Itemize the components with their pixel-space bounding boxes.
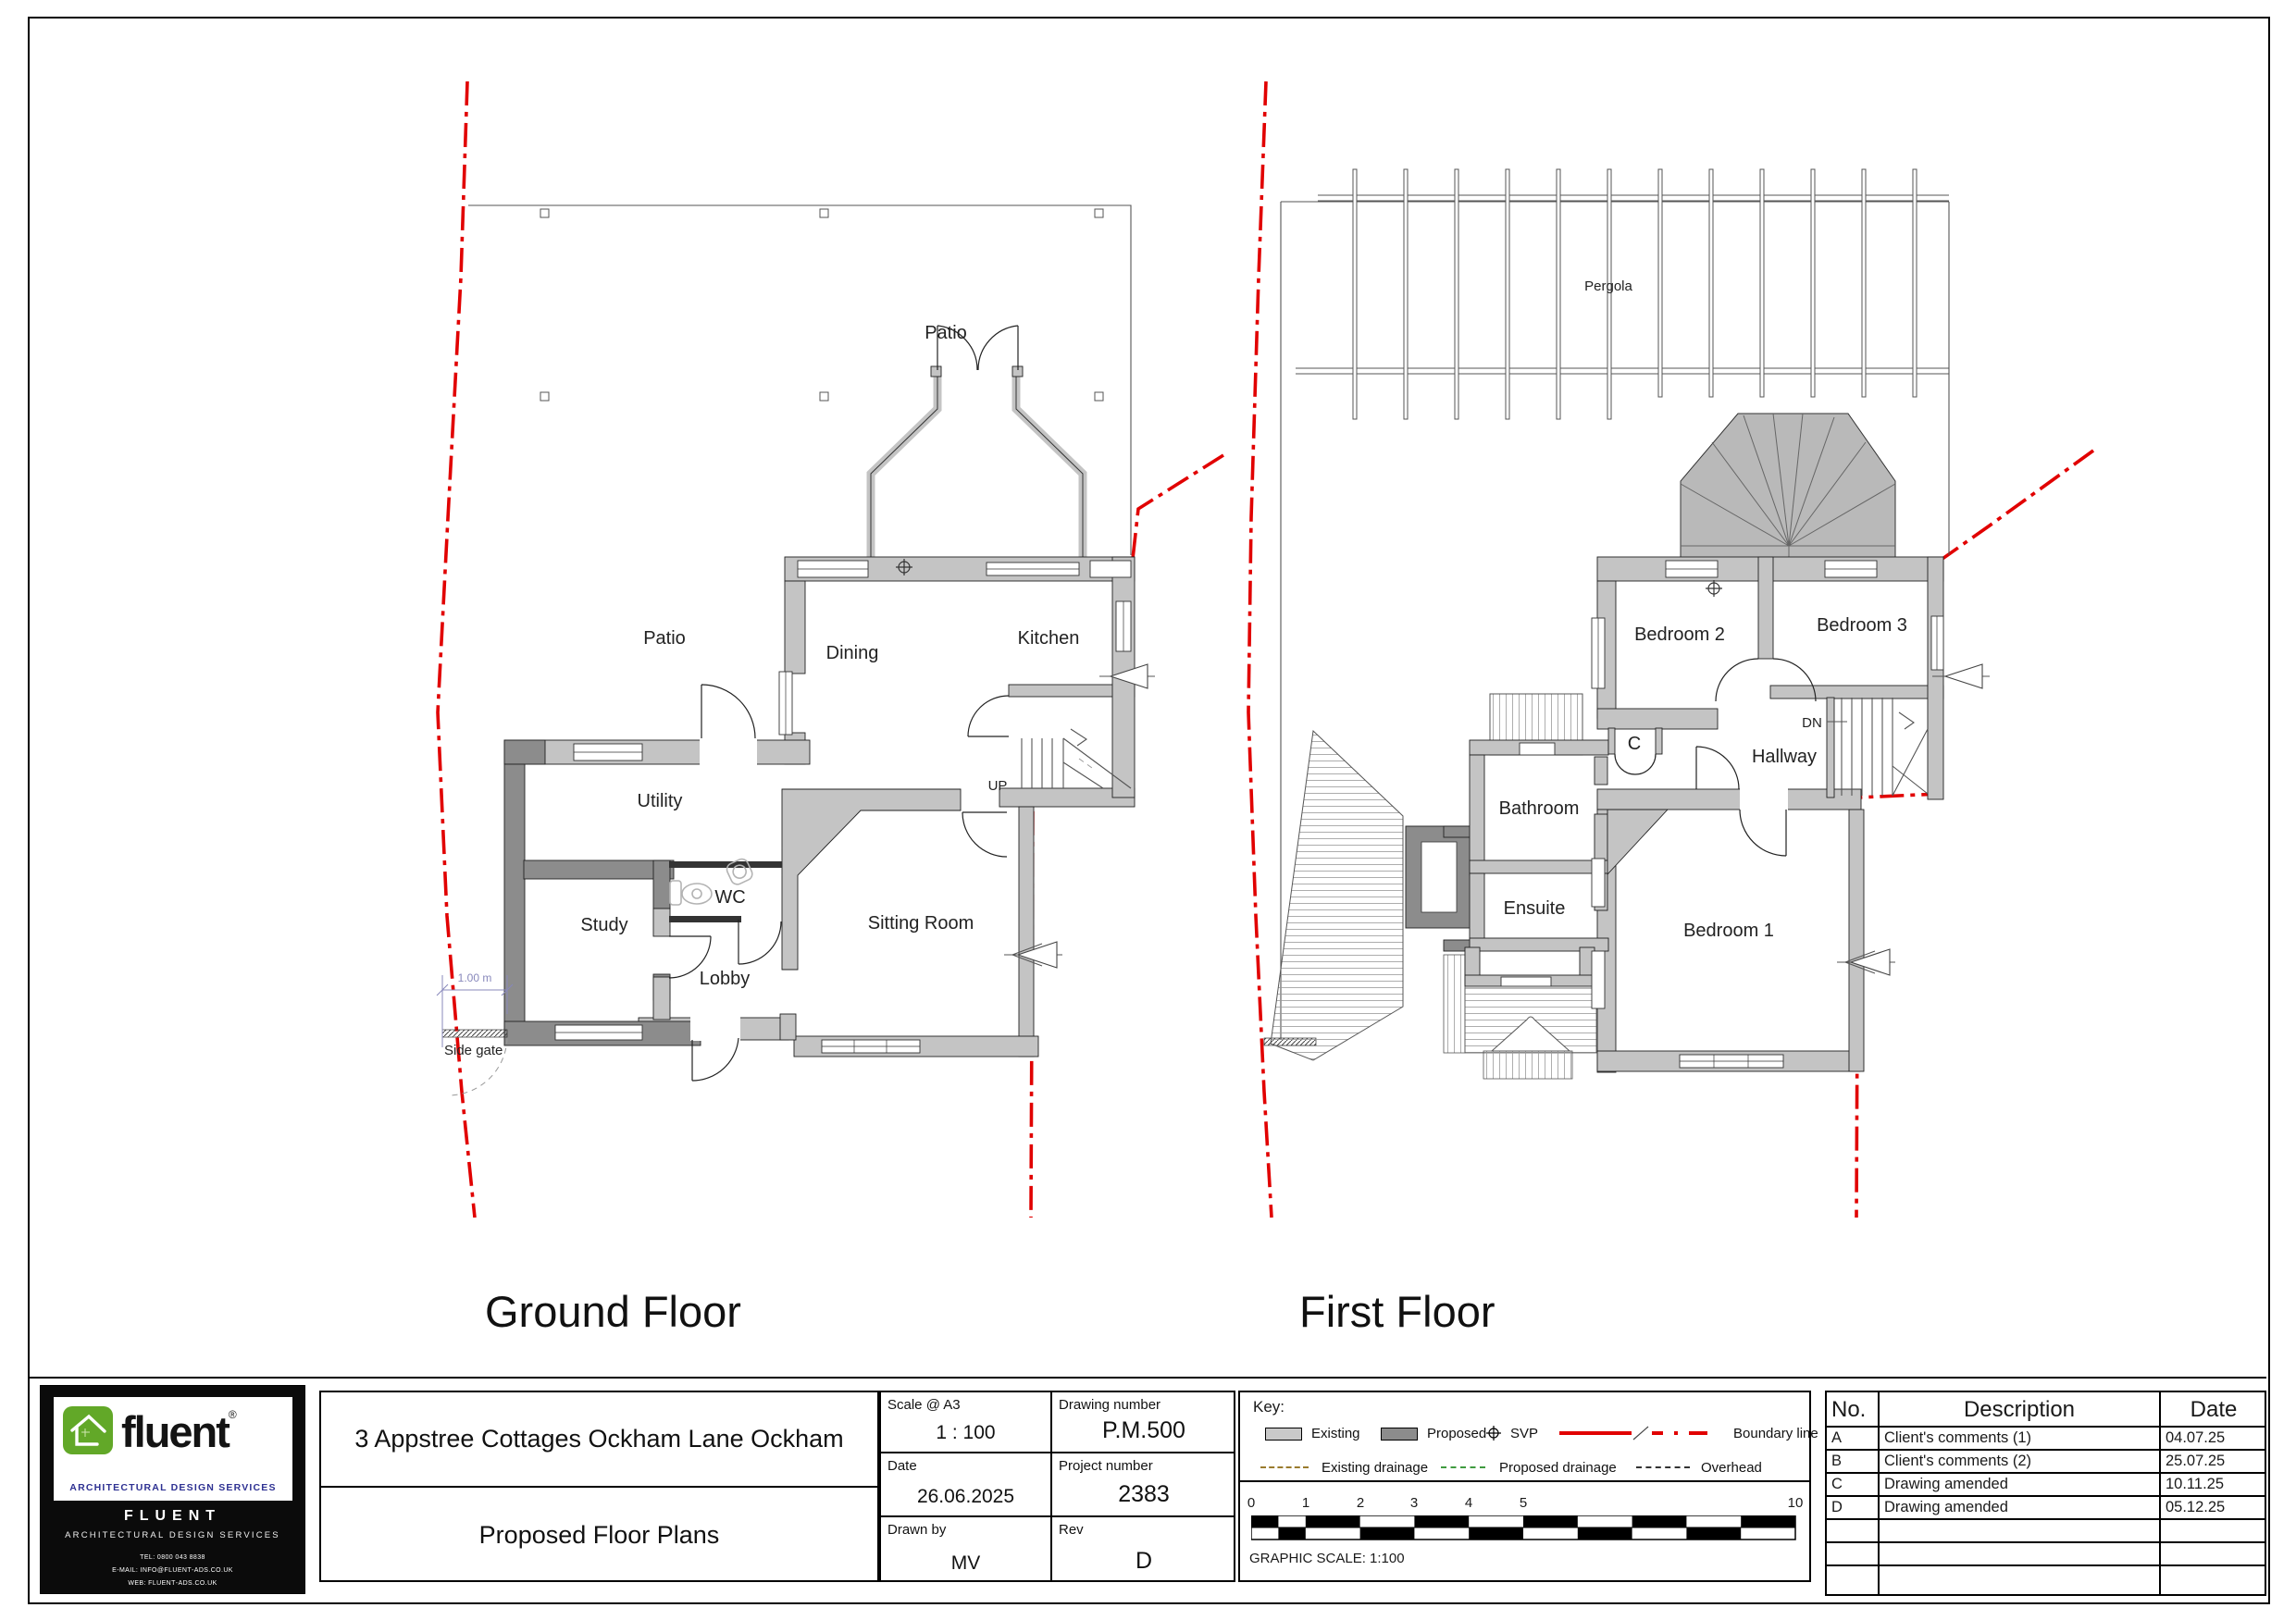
scale-cell [881,1392,1050,1453]
title-block-divider [28,1377,2266,1379]
boundary-line-left-ff [1248,81,1272,1218]
pergola [1296,169,1949,419]
project-number-value: 2383 [1118,1481,1170,1507]
stairs-dn-label: DN [1802,715,1822,731]
drawing-number-label: Drawing number [1059,1397,1161,1413]
drawn-by-value: MV [950,1552,981,1574]
rev-row-empty [1878,1543,2159,1566]
proposed-label: Proposed [1427,1426,1487,1441]
scale-value: 1 : 100 [936,1422,996,1443]
meta-fields [879,1391,1235,1582]
rev-row-no: B [1827,1451,1878,1474]
room-label-lobby: Lobby [699,969,751,989]
svp-legend-icon [1484,1424,1503,1442]
room-label-ensuite: Ensuite [1503,898,1566,919]
rev-row-empty [1827,1566,1878,1594]
logo-company-name: FLUENT [123,1508,222,1524]
svp-label: SVP [1510,1426,1539,1441]
drawn-by-cell [881,1517,1050,1582]
logo-tagline: ARCHITECTURAL DESIGN SERVICES [69,1482,277,1493]
room-label-patio-upper: Patio [925,323,967,343]
scale-bar [1251,1515,1797,1541]
logo-contact-details [41,1551,304,1589]
boundary-label: Boundary line [1733,1426,1818,1441]
proposed-drainage-label: Proposed drainage [1499,1460,1617,1476]
date-value: 26.06.2025 [916,1486,1015,1507]
logo-tel: Tel: 0800 043 8838 [140,1552,205,1562]
scale-tick: 5 [1519,1495,1528,1511]
rev-header-date: Date [2159,1392,2266,1428]
boundary-legend-line [1559,1426,1726,1441]
logo-registered-mark: ® [228,1408,237,1421]
rev-row-description: Client's comments (2) [1878,1451,2159,1474]
rev-header-description: Description [1878,1392,2159,1428]
rev-value: D [1135,1548,1153,1574]
scale-tick: 10 [1787,1495,1804,1511]
overhead-label: Overhead [1701,1460,1762,1476]
drawing-title: Proposed Floor Plans [478,1521,720,1549]
room-label-pergola: Pergola [1584,278,1632,294]
bay-window [871,326,1083,559]
logo-block [40,1385,305,1594]
side-gate-label: Side gate [444,1043,503,1058]
rev-row-date: 05.12.25 [2159,1497,2266,1520]
stairs-up-label: UP [987,778,1008,794]
side-gate [442,1030,507,1095]
project-number-label: Project number [1059,1458,1153,1474]
existing-label: Existing [1311,1426,1360,1441]
date-cell [881,1453,1050,1517]
rev-row-description: Drawing amended [1878,1497,2159,1520]
drawing-number-cell [1050,1392,1235,1453]
room-label-bedroom1: Bedroom 1 [1683,921,1774,941]
room-label-kitchen: Kitchen [1017,628,1080,649]
svp-symbol-ff [1706,580,1722,597]
room-label-cupboard: C [1627,734,1642,754]
ground-floor-title: Ground Floor [485,1287,741,1336]
graphic-scale [1238,1482,1811,1582]
existing-drainage-line [1260,1466,1309,1468]
bay-roof [1681,414,1895,559]
rev-row-date: 10.11.25 [2159,1474,2266,1497]
scale-tick: 2 [1356,1495,1365,1511]
existing-drainage-label: Existing drainage [1322,1460,1429,1476]
rev-row-empty [2159,1543,2266,1566]
rev-row-empty [1827,1543,1878,1566]
rev-label: Rev [1059,1522,1084,1538]
first-floor-title: First Floor [1299,1287,1496,1336]
logo-company-subname: ARCHITECTURAL DESIGN SERVICES [65,1530,280,1540]
room-label-hallway: Hallway [1751,747,1818,767]
rev-cell [1050,1517,1235,1582]
room-label-utility: Utility [637,791,683,811]
project-title-box [319,1391,879,1582]
logo-brand-text: fluent [121,1407,229,1456]
logo-card [54,1397,292,1501]
rev-row-empty [1827,1520,1878,1543]
rev-row-description: Drawing amended [1878,1474,2159,1497]
room-label-sitting-room: Sitting Room [867,913,974,934]
date-label: Date [887,1458,917,1474]
rev-row-no: A [1827,1428,1878,1451]
rev-row-empty [1878,1566,2159,1594]
rev-row-date: 25.07.25 [2159,1451,2266,1474]
rev-header-no: No. [1827,1392,1878,1428]
chimney-breast [782,789,961,970]
ff-stairs [1827,698,1928,796]
room-label-bedroom3: Bedroom 3 [1817,615,1907,636]
chimney-breast-ff [1607,810,1668,874]
scale-label: Scale @ A3 [887,1397,961,1413]
proposed-drainage-line [1441,1466,1485,1468]
room-label-bedroom2: Bedroom 2 [1634,625,1725,645]
drawing-number-value: P.M.500 [1102,1417,1185,1443]
room-label-study: Study [580,915,628,935]
fluent-house-icon [63,1406,113,1454]
rev-row-no: D [1827,1497,1878,1520]
room-label-patio-lower: Patio [643,628,686,649]
logo-email: E-mail: info@fluent-ads.co.uk [112,1564,233,1575]
room-label-bathroom: Bathroom [1498,798,1580,819]
drawn-by-label: Drawn by [887,1522,947,1538]
key-legend [1238,1391,1818,1482]
scale-tick: 4 [1464,1495,1473,1511]
project-title: 3 Appstree Cottages Ockham Lane Ockham [321,1392,877,1488]
scale-caption: GRAPHIC SCALE: 1:100 [1249,1551,1405,1566]
proposed-swatch [1381,1428,1418,1441]
key-heading: Key: [1253,1398,1285,1416]
project-number-cell [1050,1453,1235,1517]
ground-floor-plan [437,81,1223,1218]
overhead-line [1636,1466,1690,1468]
first-floor-plan [1248,81,2093,1218]
rev-row-no: C [1827,1474,1878,1497]
scale-tick: 1 [1301,1495,1310,1511]
room-label-dining: Dining [825,643,879,663]
scale-tick: 0 [1247,1495,1256,1511]
room-label-wc: WC [714,887,746,908]
rev-row-description: Client's comments (1) [1878,1428,2159,1451]
dimension-text: 1.00 m [457,971,492,984]
existing-swatch [1265,1428,1302,1441]
revision-table [1825,1391,2266,1596]
rev-row-empty [2159,1520,2266,1543]
rev-row-date: 04.07.25 [2159,1428,2266,1451]
logo-web: Web: fluent-ads.co.uk [128,1577,217,1588]
rev-row-empty [2159,1566,2266,1594]
rev-row-empty [1878,1520,2159,1543]
scale-tick: 3 [1409,1495,1419,1511]
